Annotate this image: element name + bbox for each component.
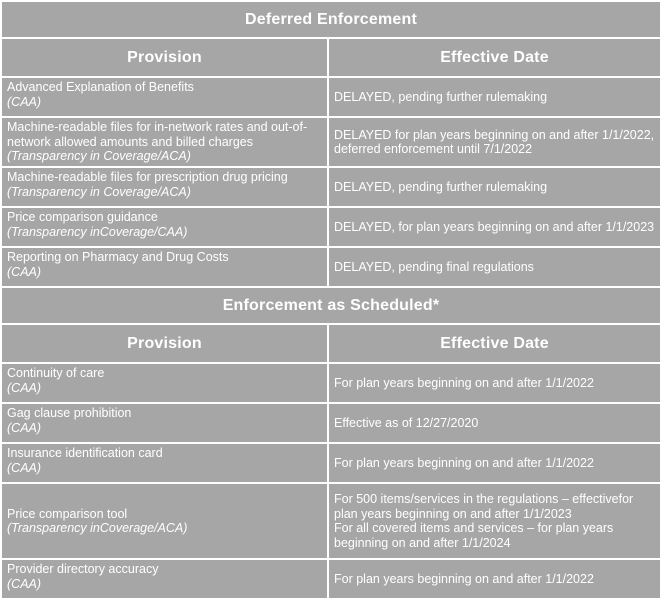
column-header-row	[1, 324, 660, 363]
effective-date-text: Effective as of 12/27/2020	[334, 415, 479, 430]
provision-name: Provider directory accuracy	[7, 562, 159, 576]
section-title: Enforcement as Scheduled*	[1, 287, 660, 324]
provision-name: Machine-readable files for in-network rates and out-of-network allowed amounts and billed charges	[7, 120, 308, 149]
table-row	[1, 207, 660, 247]
provision-source: (Transparency inCoverage/CAA)	[7, 224, 188, 239]
effective-date-text: DELAYED, for plan years beginning on and after 1/1/2023	[334, 219, 655, 234]
column-header-row	[1, 38, 660, 77]
provision-name: Machine-readable files for prescription drug pricing	[7, 170, 288, 184]
provision-name: Insurance identification card	[7, 446, 163, 460]
provision-name: Continuity of care	[7, 366, 105, 380]
effective-date-cell	[328, 443, 660, 483]
effective-date-text: DELAYED, pending further rulemaking	[334, 89, 548, 104]
effective-date-text: For plan years beginning on and after 1/1/2022	[334, 375, 594, 390]
effective-date-cell	[328, 247, 660, 287]
effective-date-cell	[328, 167, 660, 207]
effective-date-text: DELAYED, pending final regulations	[334, 259, 534, 274]
provision-cell	[1, 77, 328, 117]
column-header-effective-date: Effective Date	[328, 324, 660, 363]
table-row	[1, 77, 660, 117]
provision-source: (CAA)	[7, 264, 42, 279]
effective-date-cell	[328, 559, 660, 599]
section-header-scheduled	[1, 287, 660, 324]
effective-date-text: DELAYED for plan years beginning on and after 1/1/2022, deferred enforcement until 7/1/2022	[334, 127, 655, 156]
provision-cell	[1, 443, 328, 483]
table-row	[1, 559, 660, 599]
provision-source: (CAA)	[7, 380, 42, 395]
provision-name: Price comparison tool	[7, 506, 128, 521]
effective-date-text: DELAYED, pending further rulemaking	[334, 179, 548, 194]
table-row	[1, 247, 660, 287]
provision-cell	[1, 363, 328, 403]
column-header-provision: Provision	[1, 38, 328, 77]
provision-source: (CAA)	[7, 94, 42, 109]
provision-source: (Transparency in Coverage/ACA)	[7, 184, 191, 199]
effective-date-text: For plan years beginning on and after 1/1/2022	[334, 455, 594, 470]
effective-date-text: For all covered items and services – for plan years beginning on and after 1/1/2024	[334, 521, 614, 550]
table-row	[1, 443, 660, 483]
provision-cell	[1, 207, 328, 247]
effective-date-cell	[328, 363, 660, 403]
provision-name: Price comparison guidance	[7, 210, 158, 224]
provision-source: (CAA)	[7, 460, 42, 475]
column-header-effective-date: Effective Date	[328, 38, 660, 77]
effective-date-text: For plan years beginning on and after 1/1/2022	[334, 571, 594, 586]
column-header-provision: Provision	[1, 324, 328, 363]
provision-name: Gag clause prohibition	[7, 406, 132, 420]
provision-name: Advanced Explanation of Benefits	[7, 80, 194, 94]
provision-source: (CAA)	[7, 420, 42, 435]
effective-date-text: For 500 items/services in the regulations – effectivefor plan years beginning on and after 1/1/2023	[334, 492, 634, 521]
provision-source: (Transparency inCoverage/ACA)	[7, 521, 188, 535]
section-header-deferred	[1, 1, 660, 38]
table-row	[1, 483, 660, 559]
table-row	[1, 363, 660, 403]
provision-source: (Transparency in Coverage/ACA)	[7, 149, 191, 163]
provision-cell	[1, 117, 328, 167]
provision-cell	[1, 559, 328, 599]
table-row	[1, 167, 660, 207]
provision-cell	[1, 247, 328, 287]
effective-date-cell	[328, 207, 660, 247]
effective-date-cell	[328, 77, 660, 117]
provision-name: Reporting on Pharmacy and Drug Costs	[7, 250, 229, 264]
table-row	[1, 117, 660, 167]
effective-date-cell	[328, 403, 660, 443]
provision-cell	[1, 167, 328, 207]
provision-cell	[1, 403, 328, 443]
table-row	[1, 403, 660, 443]
provision-cell	[1, 483, 328, 559]
provision-source: (CAA)	[7, 576, 42, 591]
effective-date-cell	[328, 117, 660, 167]
effective-date-cell	[328, 483, 660, 559]
section-title: Deferred Enforcement	[1, 1, 660, 38]
